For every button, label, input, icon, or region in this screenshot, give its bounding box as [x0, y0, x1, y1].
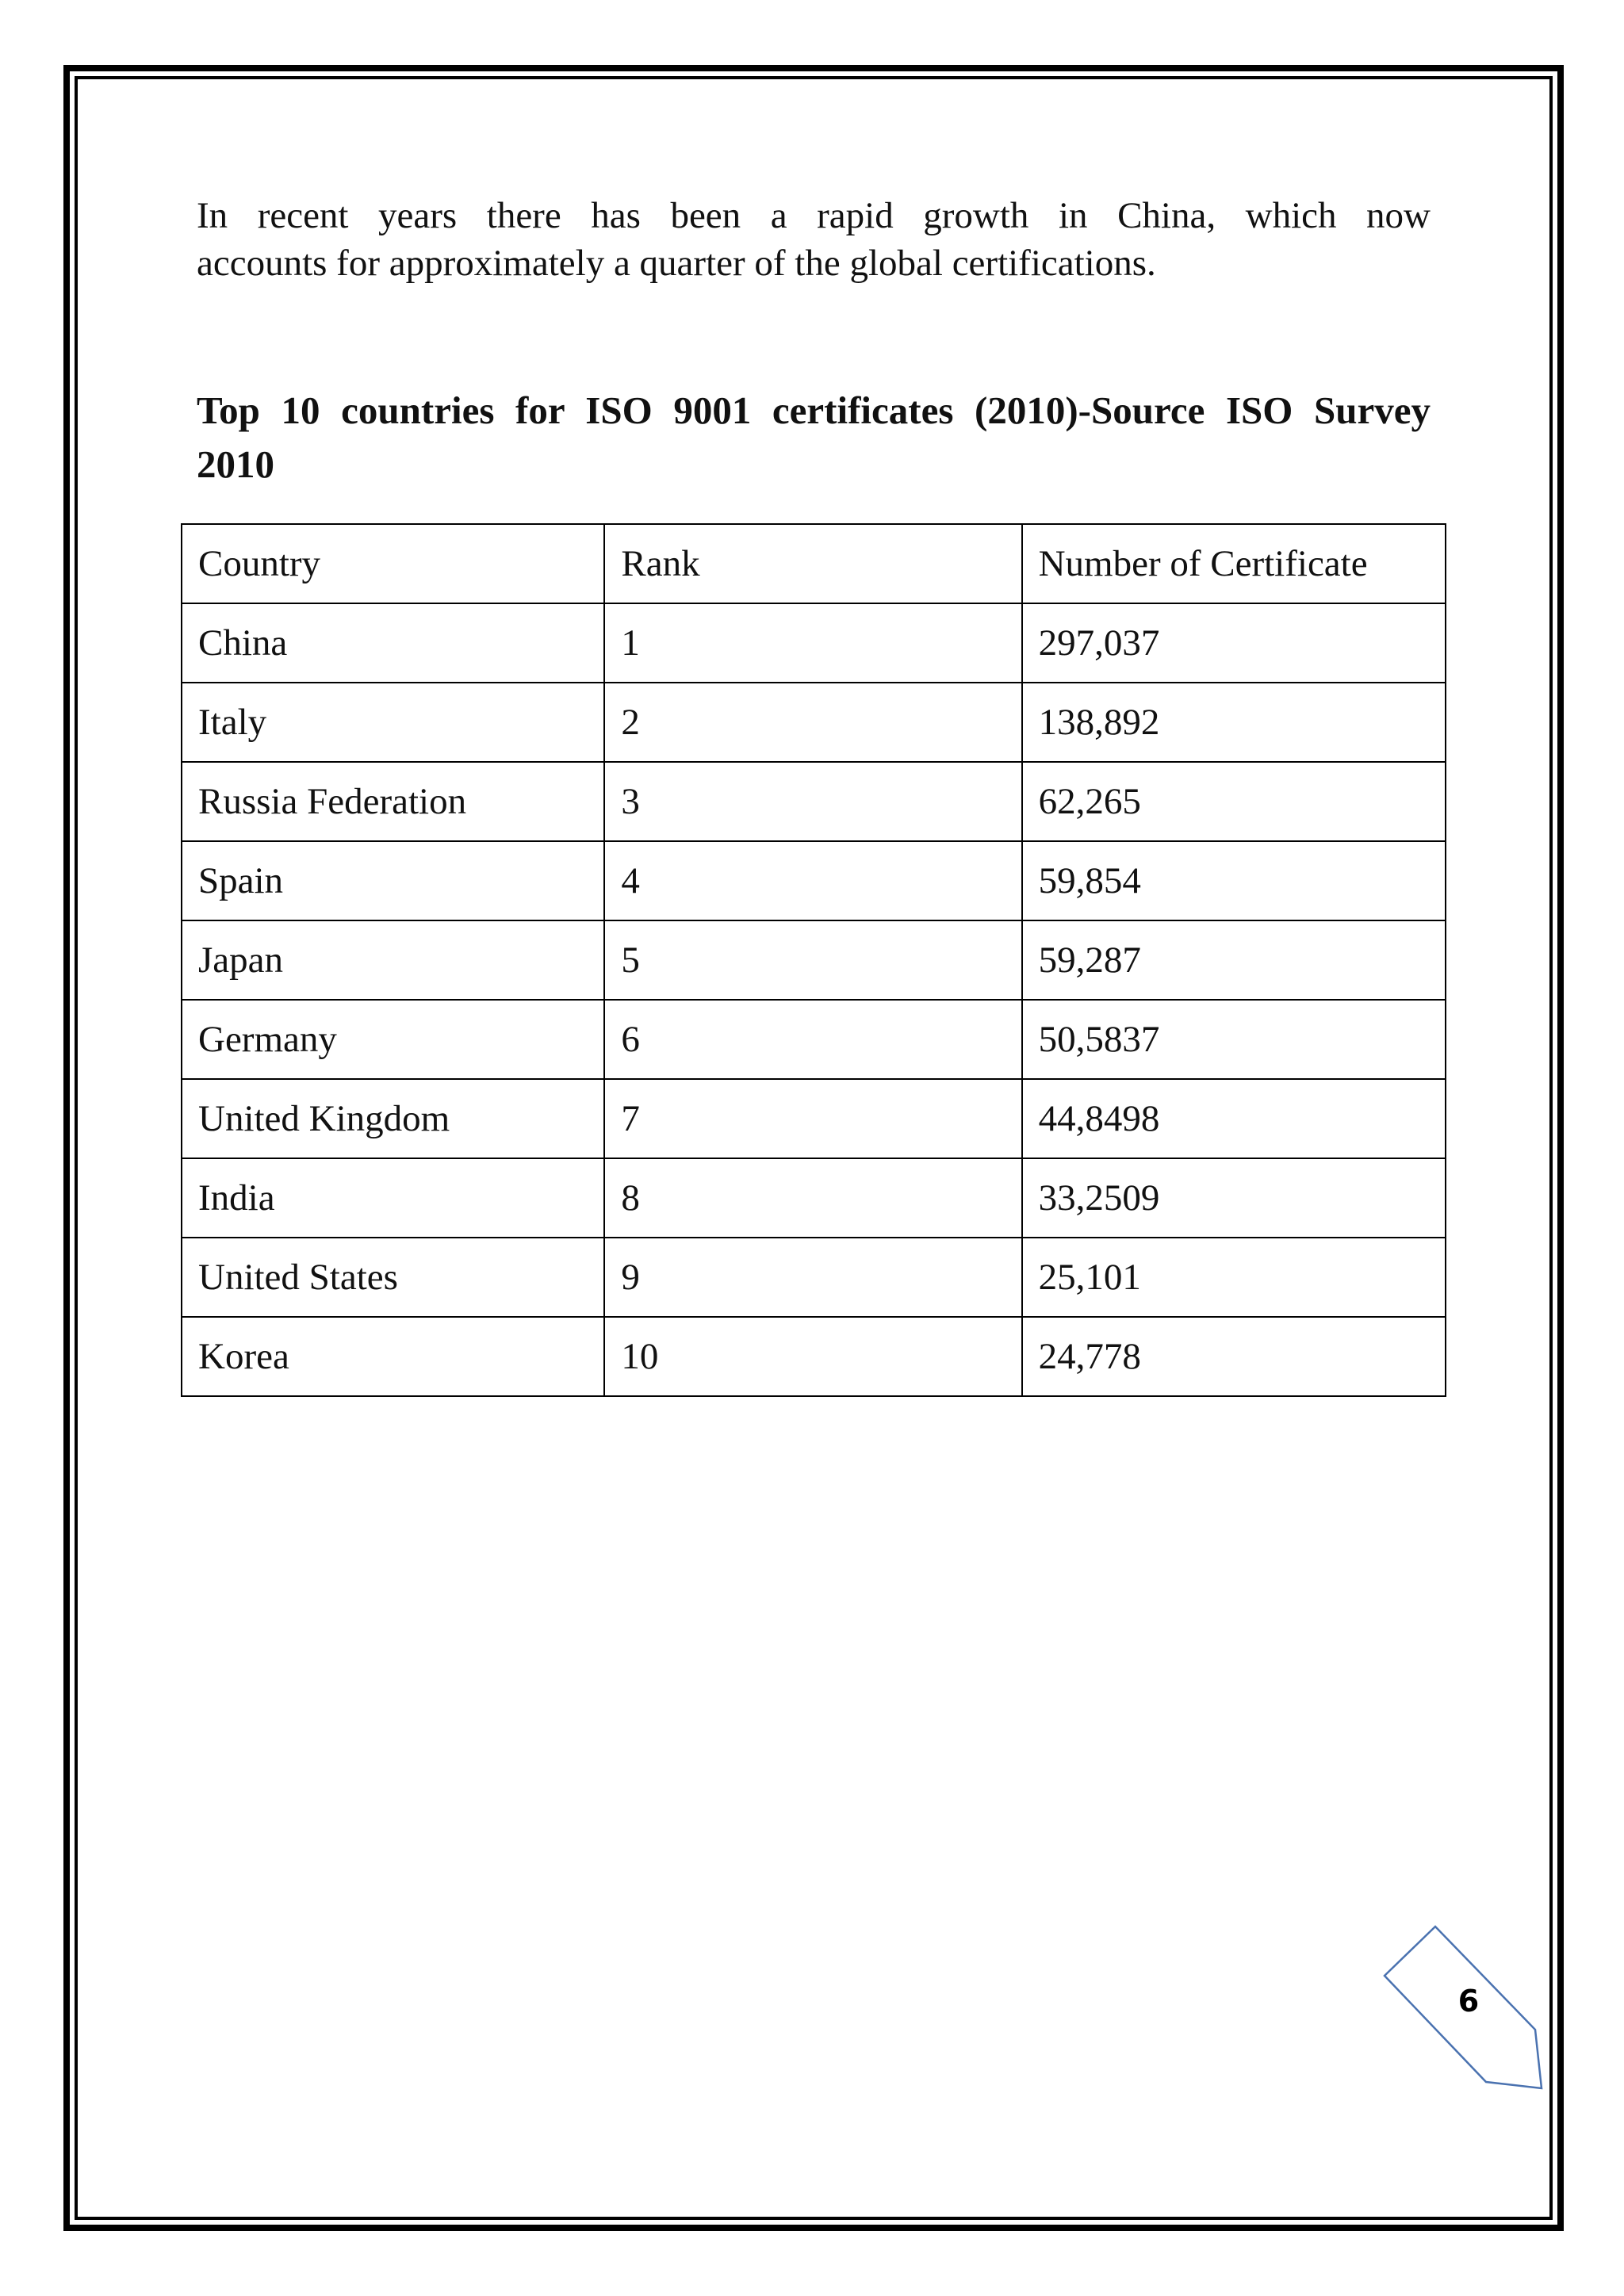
cell-certificates: 25,101 [1022, 1238, 1446, 1317]
table-row [182, 1317, 1446, 1396]
table-heading [197, 384, 1431, 492]
table-row [182, 1079, 1446, 1158]
table-row [182, 603, 1446, 683]
table-row [182, 1158, 1446, 1238]
cell-rank: 4 [604, 841, 1021, 920]
cell-country: Spain [182, 841, 604, 920]
page-number: 6 [1457, 1984, 1480, 2019]
cell-rank: 2 [604, 683, 1021, 762]
iso-certificates-table [181, 523, 1446, 1397]
cell-certificates: 50,5837 [1022, 1000, 1446, 1079]
table-row [182, 762, 1446, 841]
cell-certificates: 297,037 [1022, 603, 1446, 683]
cell-rank: 8 [604, 1158, 1021, 1238]
cell-rank: 3 [604, 762, 1021, 841]
cell-rank: 1 [604, 603, 1021, 683]
cell-country: Japan [182, 920, 604, 1000]
table-row [182, 683, 1446, 762]
cell-rank: 5 [604, 920, 1021, 1000]
table-row [182, 841, 1446, 920]
header-country: Country [182, 524, 604, 603]
table-row [182, 1000, 1446, 1079]
cell-certificates: 62,265 [1022, 762, 1446, 841]
cell-certificates: 44,8498 [1022, 1079, 1446, 1158]
cell-rank: 9 [604, 1238, 1021, 1317]
cell-certificates: 59,854 [1022, 841, 1446, 920]
cell-country: India [182, 1158, 604, 1238]
cell-country: United Kingdom [182, 1079, 604, 1158]
cell-country: China [182, 603, 604, 683]
table-row [182, 1238, 1446, 1317]
table-heading-line-1: Top 10 countries for ISO 9001 certificates (2010)-Source ISO Survey [197, 388, 1431, 432]
cell-certificates: 59,287 [1022, 920, 1446, 1000]
cell-country: Russia Federation [182, 762, 604, 841]
header-certificates: Number of Certificate [1022, 524, 1446, 603]
cell-country: United States [182, 1238, 604, 1317]
table-heading-line-2: 2010 [197, 442, 274, 486]
cell-country: Italy [182, 683, 604, 762]
header-rank: Rank [604, 524, 1021, 603]
table-header-row [182, 524, 1446, 603]
table-row [182, 920, 1446, 1000]
cell-rank: 10 [604, 1317, 1021, 1396]
cell-country: Korea [182, 1317, 604, 1396]
cell-country: Germany [182, 1000, 604, 1079]
cell-certificates: 138,892 [1022, 683, 1446, 762]
cell-rank: 7 [604, 1079, 1021, 1158]
intro-line-1: In recent years there has been a rapid growth in China, which now [197, 195, 1431, 236]
cell-certificates: 24,778 [1022, 1317, 1446, 1396]
intro-paragraph [197, 192, 1431, 287]
cell-certificates: 33,2509 [1022, 1158, 1446, 1238]
cell-rank: 6 [604, 1000, 1021, 1079]
intro-line-2: accounts for approximately a quarter of the global certifications. [197, 243, 1156, 284]
